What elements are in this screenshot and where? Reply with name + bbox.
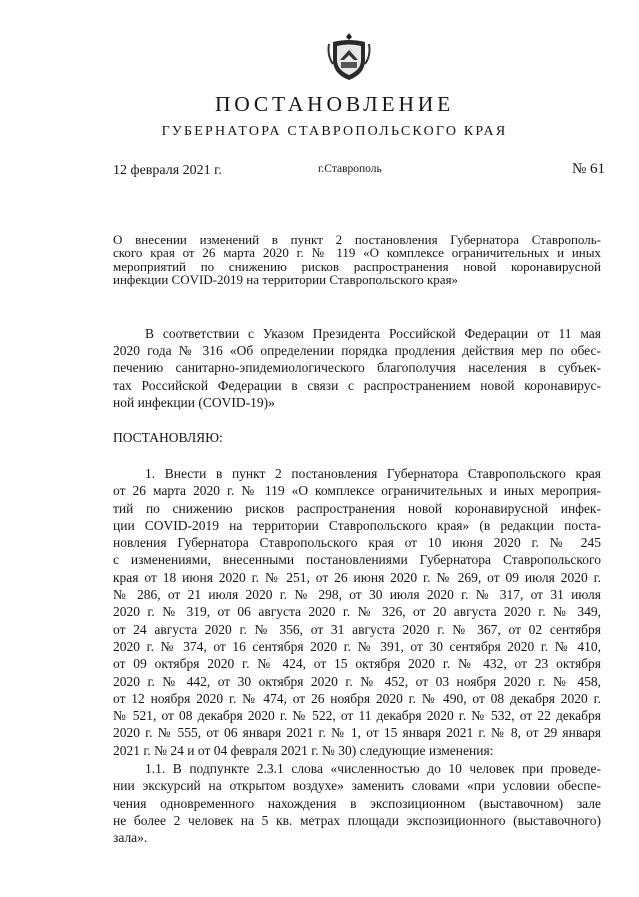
clause-1-line: от 12 ноября 2020 г. № 474, от 26 ноября 2020 г. № 490, от 08 декабря 2020 г.	[113, 690, 601, 706]
clause-1-line: новления Губернатора Ставропольского края от 10 июня 2020 г. № 245	[113, 535, 601, 551]
preamble-line: тах Российской Федерации в связи с распространением новой коронавирус-	[113, 377, 601, 393]
clause-1-line: 2021 г. № 24 и от 04 февраля 2021 г. № 30) следующие изменения:	[113, 742, 494, 758]
preamble-line: ной инфекции (COVID-19)»	[113, 394, 275, 410]
clause-1-line: края от 18 июня 2020 г. № 251, от 26 июня 2020 г. № 269, от 09 июля 2020 г.	[113, 569, 601, 585]
clause-1-line: от 26 марта 2020 г. № 119 «О комплексе ограничительных и иных мероприя-	[113, 483, 601, 499]
decree-word: ПОСТАНОВЛЯЮ:	[113, 430, 223, 445]
document-subtitle: ГУБЕРНАТОРА СТАВРОПОЛЬСКОГО КРАЯ	[161, 124, 508, 139]
clause-1-line: 2020 г. № 374, от 16 сентября 2020 г. № 391, от 30 сентября 2020 г. № 410,	[113, 638, 601, 654]
clause-1-1-line: чения одновременного нахождения в экспозиционном (выставочном) зале	[113, 795, 601, 811]
clause-1-1-line: зала».	[113, 830, 148, 846]
clause-1-line: 2020 г. № 319, от 06 августа 2020 г. № 326, от 20 августа 2020 г. № 349,	[113, 604, 601, 620]
clause-1-1-line: не более 2 человек на 5 кв. метрах площади экспозиционного (выставочного)	[113, 812, 601, 828]
preamble-line: печению санитарно-эпидемиологического благополучия населения в субъек-	[113, 360, 601, 376]
clause-1-1-line: 1.1. В подпункте 2.3.1 слова «численностью до 10 человек при проведе-	[145, 761, 601, 776]
document-title: ПОСТАНОВЛЕНИЕ	[214, 92, 455, 116]
clause-1-1-paragraph	[113, 760, 601, 846]
clause-1-line: тий по снижению рисков распространения новой коронавирусной инфек-	[113, 500, 601, 516]
clause-1-line: от 24 августа 2020 г. № 356, от 31 августа 2020 г. № 367, от 02 сентября	[113, 621, 601, 637]
preamble-line: В соответствии с Указом Президента Российской Федерации от 11 мая	[145, 326, 601, 341]
heading-line: мероприятий по снижению рисков распространения новой коронавирусной	[113, 258, 601, 274]
document-city: г.Ставрополь	[318, 163, 382, 175]
clause-1-line: № 286, от 21 июля 2020 г. № 298, от 30 июля 2020 г. № 317, от 31 июля	[113, 587, 601, 603]
heading-line: ского края от 26 марта 2020 г. № 119 «О комплексе ограничительных и иных	[113, 245, 601, 261]
clause-1-line: 2020 г. № 442, от 30 октября 2020 г. № 452, от 03 ноября 2020 г. № 458,	[113, 673, 601, 689]
document-heading	[113, 233, 601, 287]
document-number: № 61	[572, 161, 606, 177]
clause-1-line: № 521, от 08 декабря 2020 г. № 522, от 11 декабря 2020 г. № 532, от 22 декабря	[113, 708, 601, 724]
clause-1-line: 2020 г. № 555, от 06 января 2021 г. № 1, от 15 января 2021 г. № 8, от 29 января	[113, 725, 601, 741]
preamble-line: 2020 года № 316 «Об определении порядка продления действия мер по обес-	[113, 343, 601, 359]
document-date: 12 февраля 2021 г.	[113, 163, 222, 178]
clause-1-line: 1. Внести в пункт 2 постановления Губернатора Ставропольского края	[145, 466, 601, 481]
heading-line: инфекции COVID-2019 на территории Ставропольского края»	[113, 272, 459, 288]
clause-1-line: с изменениями, внесенными постановлениями Губернатора Ставропольского	[113, 552, 601, 568]
clause-1-line: от 09 октября 2020 г. № 424, от 15 октября 2020 г. № 432, от 23 октября	[113, 656, 601, 672]
coat-of-arms-emblem	[327, 30, 371, 82]
heading-line: О внесении изменений в пункт 2 постановления Губернатора Ставрополь-	[113, 232, 601, 247]
clause-1-paragraph	[113, 465, 601, 759]
preamble-paragraph	[113, 325, 601, 411]
clause-1-line: ции COVID-2019 на территории Ставропольского края» (в редакции поста-	[113, 517, 601, 533]
clause-1-1-line: нии экскурсий на открытом воздухе» заменить словами «при условии обеспе-	[113, 778, 601, 794]
